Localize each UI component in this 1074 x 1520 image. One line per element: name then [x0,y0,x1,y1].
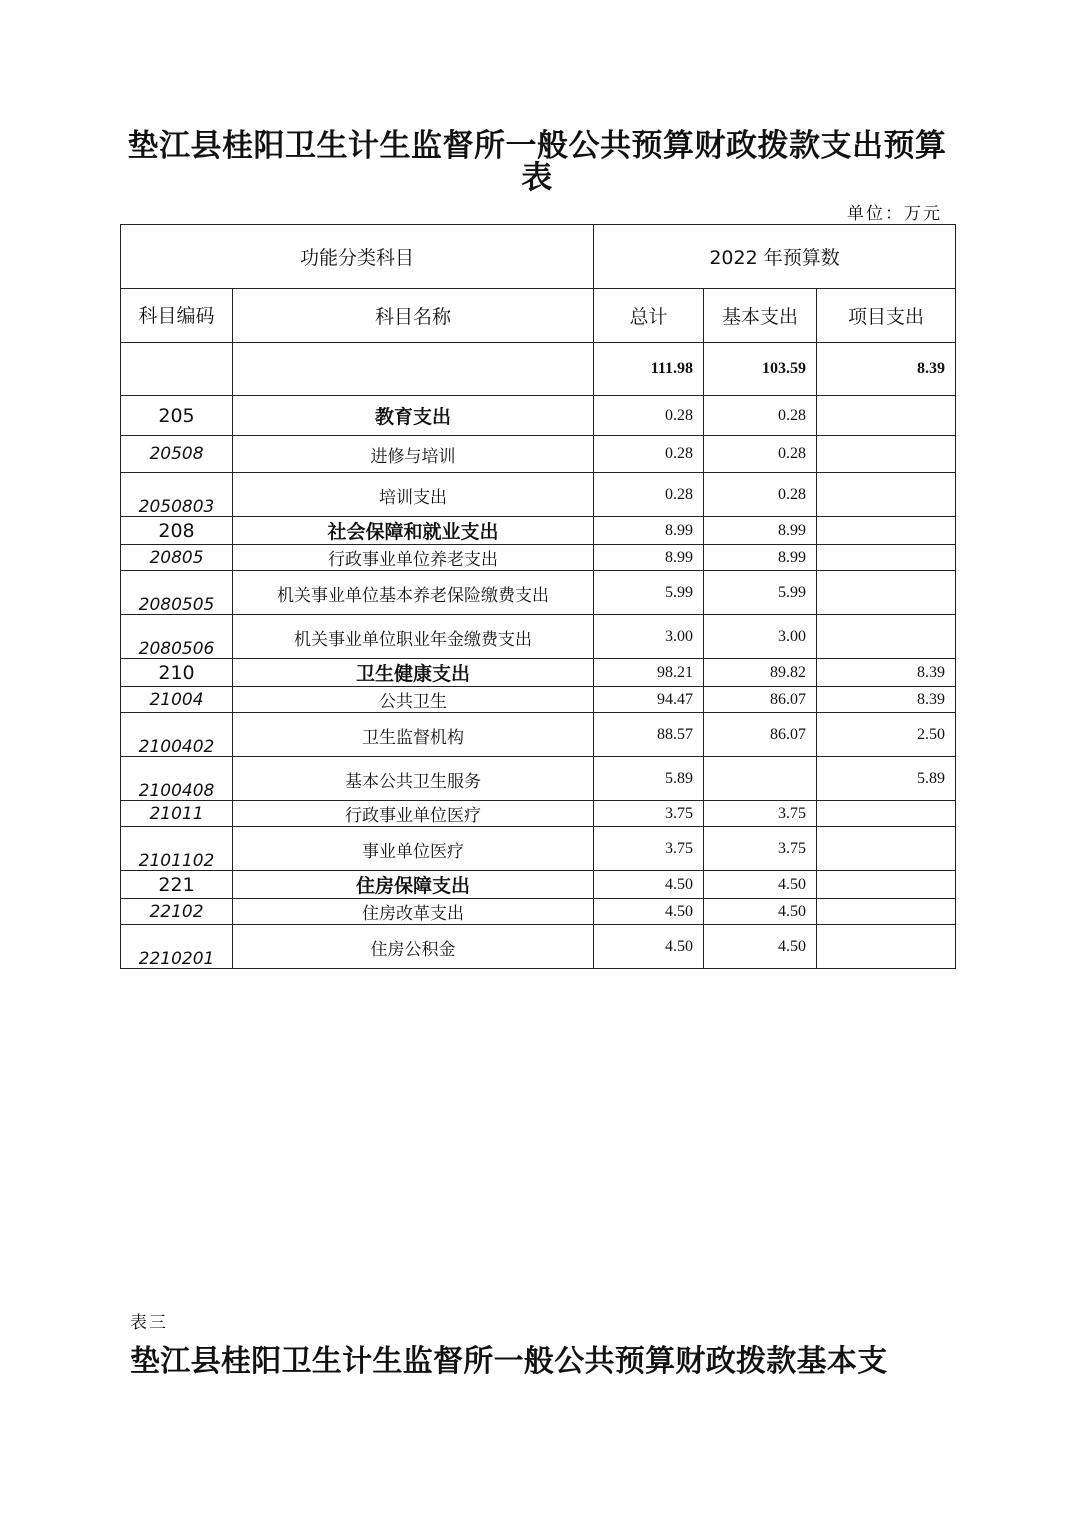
footer-table-label: 表三 [130,1313,168,1333]
row-project [817,473,956,517]
row-name: 事业单位医疗 [233,827,594,871]
row-code: 2100408 [121,757,233,801]
row-project: 8.39 [817,687,956,713]
row-name: 教育支出 [233,396,594,436]
header-project: 项目支出 [817,289,956,343]
row-total: 5.89 [594,757,704,801]
row-basic: 8.99 [704,517,817,545]
table-row [121,571,956,615]
row-project [817,517,956,545]
row-code: 21004 [121,687,233,713]
header-row-group [121,225,956,289]
next-table-title: 垫江县桂阳卫生计生监督所一般公共预算财政拨款基本支 [130,1344,888,1379]
row-project [817,615,956,659]
row-code: 210 [121,659,233,687]
row-basic: 0.28 [704,396,817,436]
table-row [121,436,956,473]
table-row [121,615,956,659]
row-project [817,545,956,571]
row-code: 2080505 [121,571,233,615]
row-name: 住房保障支出 [233,871,594,899]
table-row [121,473,956,517]
row-total: 88.57 [594,713,704,757]
row-total: 3.75 [594,827,704,871]
row-code: 2050803 [121,473,233,517]
table-row [121,801,956,827]
row-basic: 86.07 [704,713,817,757]
row-name: 行政事业单位养老支出 [233,545,594,571]
row-total: 0.28 [594,436,704,473]
page-title: 垫江县桂阳卫生计生监督所一般公共预算财政拨款支出预算表 [127,128,947,196]
row-code: 22102 [121,899,233,925]
row-name: 机关事业单位职业年金缴费支出 [233,615,594,659]
row-name: 行政事业单位医疗 [233,801,594,827]
row-code: 2101102 [121,827,233,871]
row-total: 98.21 [594,659,704,687]
table-row [121,545,956,571]
row-basic: 3.75 [704,827,817,871]
table-row [121,757,956,801]
row-basic: 3.00 [704,615,817,659]
row-code: 2210201 [121,925,233,969]
row-basic: 5.99 [704,571,817,615]
row-basic: 8.99 [704,545,817,571]
row-code: 208 [121,517,233,545]
header-total: 总计 [594,289,704,343]
table-row [121,517,956,545]
row-code: 205 [121,396,233,436]
row-basic: 0.28 [704,473,817,517]
budget-table [120,224,956,969]
table-row [121,871,956,899]
row-name: 基本公共卫生服务 [233,757,594,801]
row-project [817,871,956,899]
row-project [817,827,956,871]
table-row [121,396,956,436]
row-code: 2100402 [121,713,233,757]
row-basic: 4.50 [704,899,817,925]
row-code: 20508 [121,436,233,473]
unit-label: 单位：万元 [847,204,942,224]
table-body [121,396,956,969]
table-row [121,659,956,687]
row-total: 3.00 [594,615,704,659]
row-name: 住房公积金 [233,925,594,969]
row-name: 机关事业单位基本养老保险缴费支出 [233,571,594,615]
row-project: 5.89 [817,757,956,801]
header-row-columns [121,289,956,343]
header-code: 科目编码 [121,289,233,343]
row-name: 进修与培训 [233,436,594,473]
row-total: 94.47 [594,687,704,713]
summary-code-cell [121,343,233,396]
row-name: 公共卫生 [233,687,594,713]
row-basic: 3.75 [704,801,817,827]
summary-basic: 103.59 [704,343,817,396]
table-row [121,925,956,969]
row-project [817,899,956,925]
summary-name-cell [233,343,594,396]
row-total: 5.99 [594,571,704,615]
row-code: 21011 [121,801,233,827]
row-code: 221 [121,871,233,899]
row-name: 卫生监督机构 [233,713,594,757]
row-total: 0.28 [594,473,704,517]
row-total: 0.28 [594,396,704,436]
row-code: 20805 [121,545,233,571]
row-name: 卫生健康支出 [233,659,594,687]
row-total: 4.50 [594,925,704,969]
row-basic [704,757,817,801]
row-total: 8.99 [594,517,704,545]
row-project [817,396,956,436]
table-row [121,827,956,871]
summary-row [121,343,956,396]
table-row [121,899,956,925]
header-budget-year: 2022 年预算数 [594,225,956,289]
summary-project: 8.39 [817,343,956,396]
header-name: 科目名称 [233,289,594,343]
row-project [817,436,956,473]
row-name: 住房改革支出 [233,899,594,925]
row-basic: 4.50 [704,871,817,899]
table-row [121,713,956,757]
row-code: 2080506 [121,615,233,659]
row-total: 4.50 [594,899,704,925]
row-name: 社会保障和就业支出 [233,517,594,545]
row-basic: 0.28 [704,436,817,473]
summary-total: 111.98 [594,343,704,396]
row-name: 培训支出 [233,473,594,517]
row-basic: 89.82 [704,659,817,687]
row-total: 8.99 [594,545,704,571]
row-basic: 4.50 [704,925,817,969]
row-project [817,925,956,969]
row-project [817,801,956,827]
row-project [817,571,956,615]
row-total: 4.50 [594,871,704,899]
row-project: 2.50 [817,713,956,757]
row-basic: 86.07 [704,687,817,713]
row-project: 8.39 [817,659,956,687]
row-total: 3.75 [594,801,704,827]
header-basic: 基本支出 [704,289,817,343]
table-row [121,687,956,713]
header-function-category: 功能分类科目 [121,225,594,289]
